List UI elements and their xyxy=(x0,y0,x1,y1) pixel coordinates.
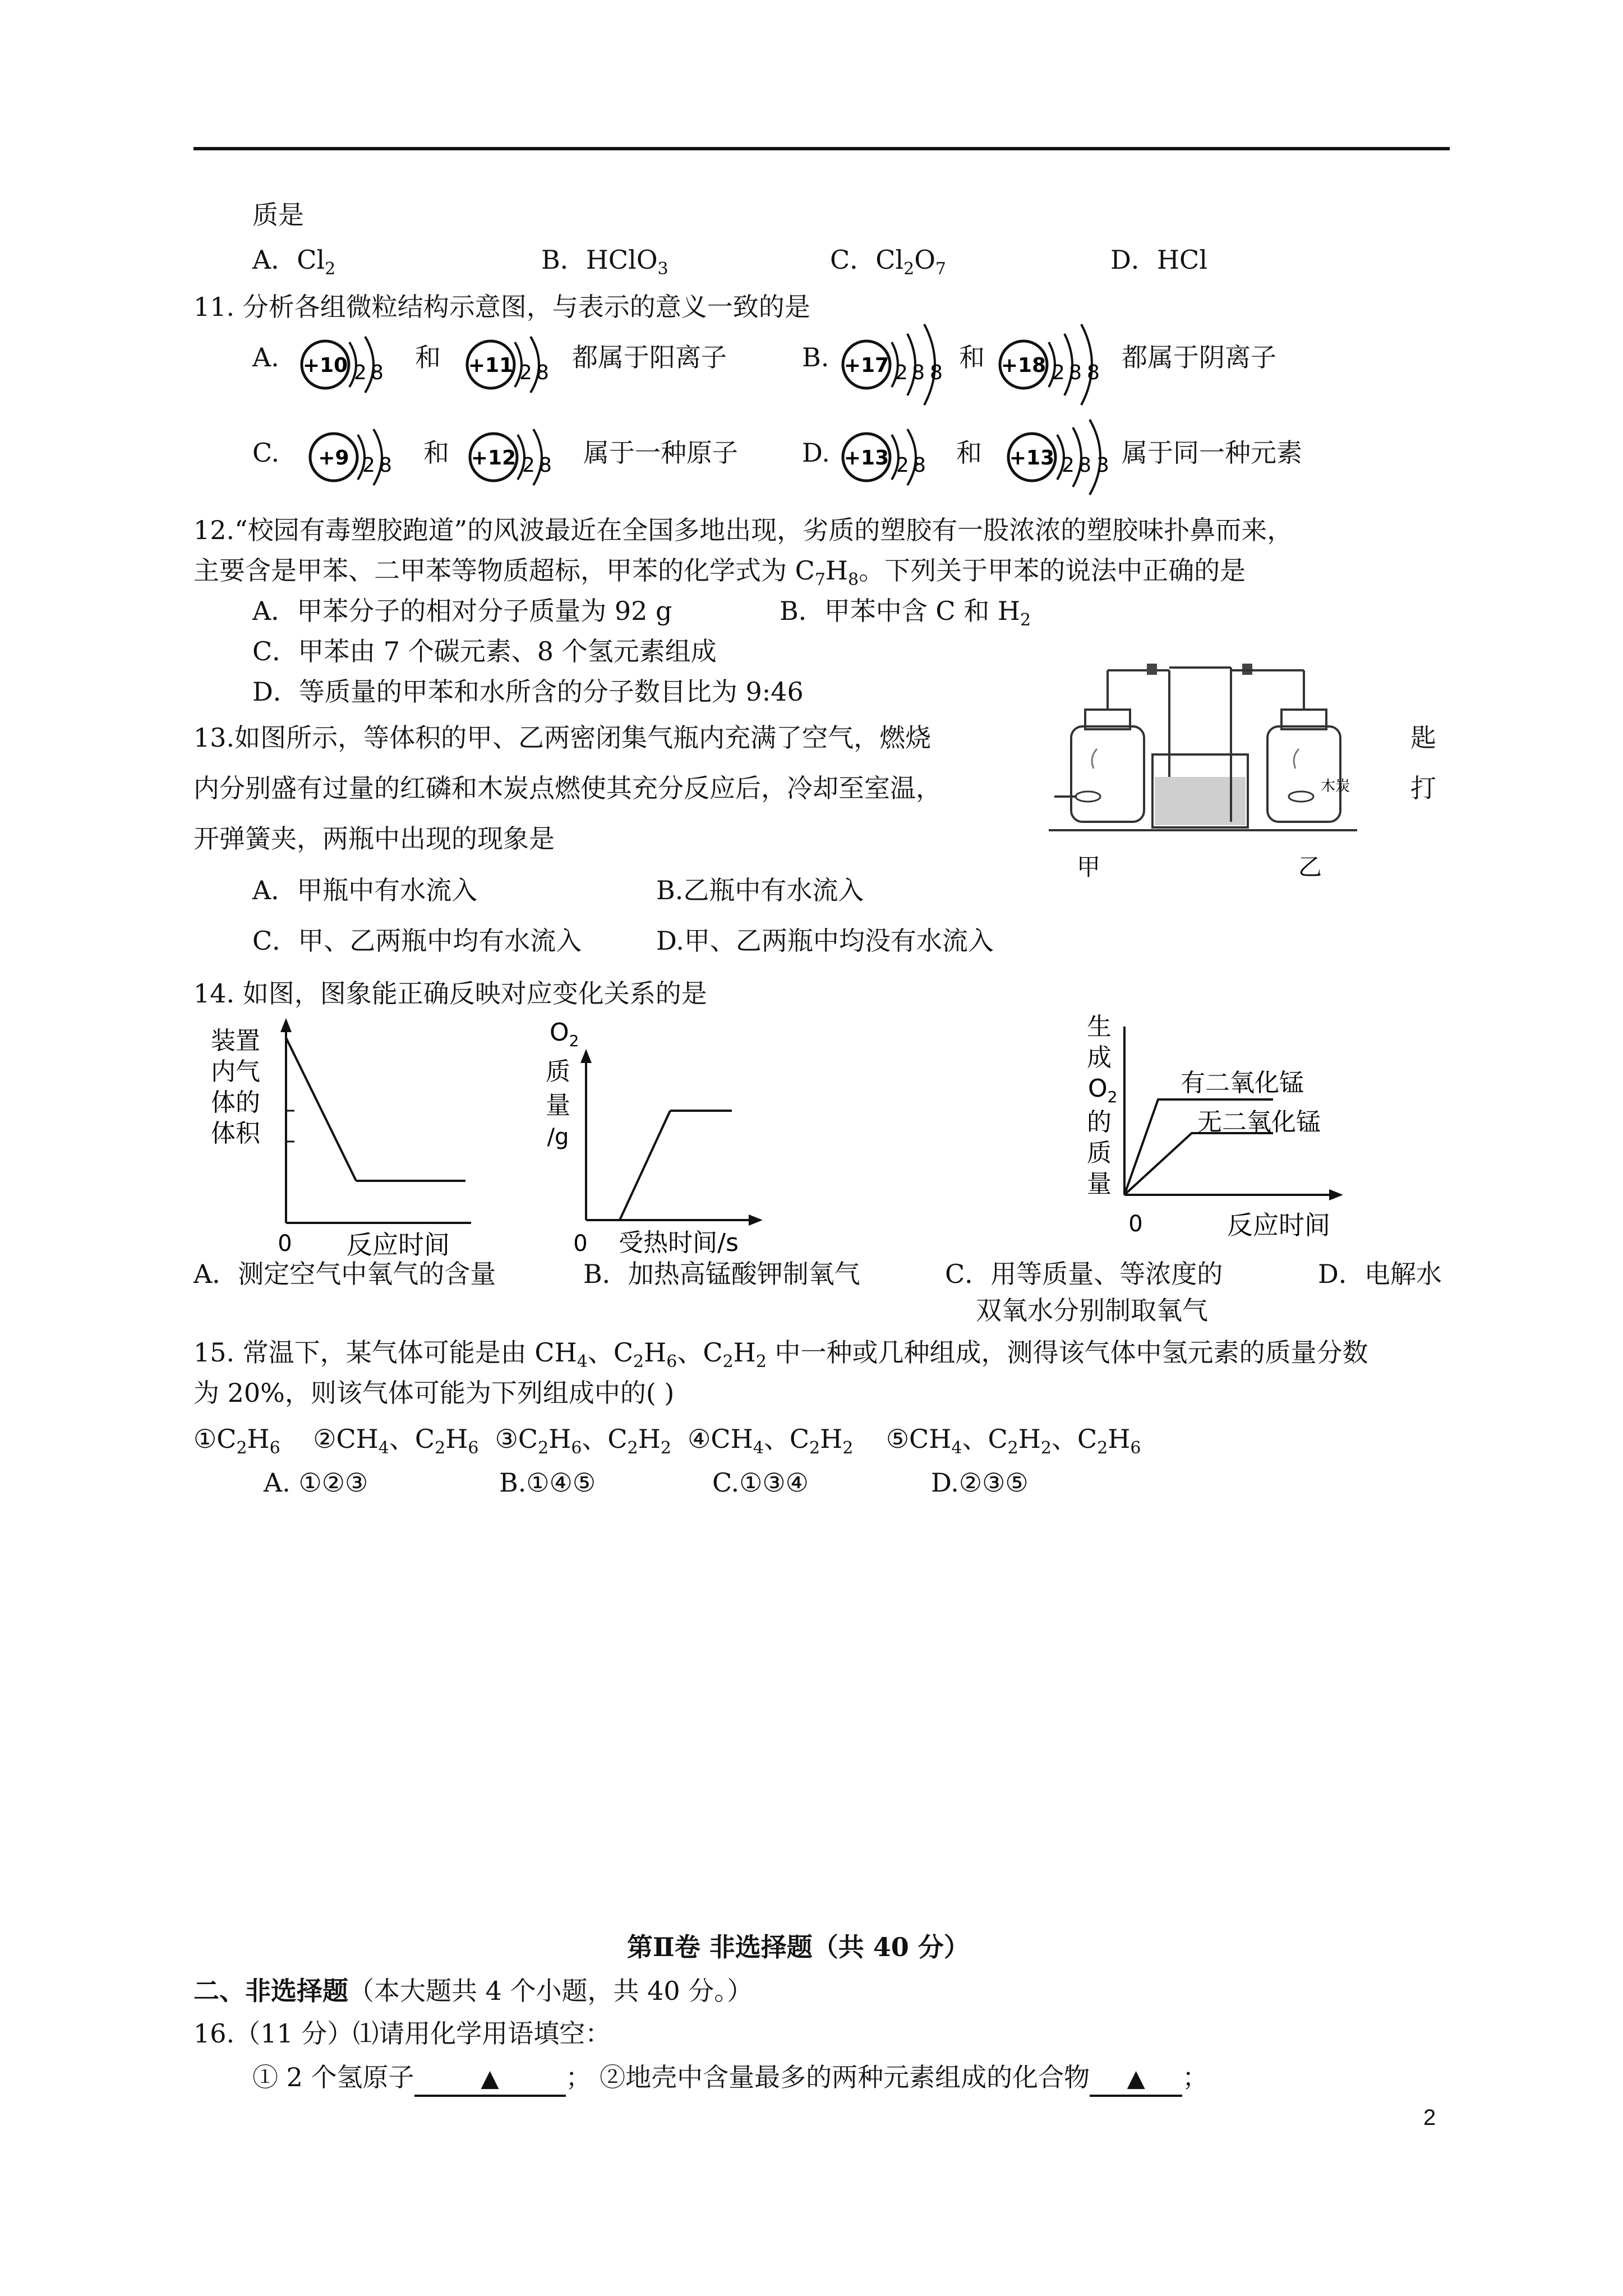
q11-b-atom2 xyxy=(993,314,1116,415)
q13-line3: 开弹簧夹，两瓶中出现的现象是 xyxy=(193,823,555,854)
curve-without-mno2 xyxy=(1124,1133,1273,1195)
q11-c-and: 和 xyxy=(423,438,449,468)
left-smoke xyxy=(1092,749,1097,769)
curve2-label: 无二氧化锰 xyxy=(1197,1108,1321,1137)
formula-text: 、C xyxy=(1051,1424,1098,1454)
ylabel-line: 的 xyxy=(1087,1108,1112,1137)
formula-text: H xyxy=(247,1424,270,1454)
q11-d-atom2 xyxy=(1001,409,1124,505)
formula-subscript: 2 xyxy=(809,1438,820,1458)
q12-stem-line2: 主要含是甲苯、二甲苯等物质超标，甲苯的化学式为 $C_7H_8$。下列关于甲苯的说法中正确的是 xyxy=(193,555,1246,590)
q11-a-atom1 xyxy=(294,325,395,404)
curve1-label: 有二氧化锰 xyxy=(1181,1069,1304,1097)
y-axis-arrow xyxy=(580,1049,592,1063)
q15-choices-line xyxy=(193,1421,1141,1460)
x-axis-arrow xyxy=(1329,1189,1343,1200)
q11-a-letter: A. xyxy=(252,342,279,372)
shell-count: 8 xyxy=(379,454,392,477)
formula-text: ①C xyxy=(193,1424,237,1454)
shell-count: 8 xyxy=(371,361,384,384)
q13-option-a: A．甲瓶中有水流入 xyxy=(252,875,478,905)
q11-a-text: 都属于阳离子 xyxy=(572,342,727,372)
right-smoke xyxy=(1294,749,1299,769)
q15-option-a: A. ①②③ xyxy=(264,1467,368,1498)
formula-text: H xyxy=(1018,1424,1041,1454)
q13-line2: 内分别盛有过量的红磷和木炭点燃使其充分反应后，冷却至室温， xyxy=(193,773,942,803)
q14-graph-c xyxy=(1082,1010,1396,1268)
q10-stem-tail: 质是 xyxy=(252,200,304,230)
q11-b-atom1 xyxy=(836,314,959,415)
answer-blank-2[interactable]: ▲ xyxy=(1090,2060,1182,2097)
q12-option-b: B．甲苯中含 C 和 $H_2$ xyxy=(780,596,1031,630)
shell-count: 8 xyxy=(1069,361,1082,384)
q12-option-c: C．甲苯由 7 个碳元素、8 个氢元素组成 xyxy=(252,636,717,666)
origin-label: 0 xyxy=(1128,1211,1143,1237)
formula-text: H xyxy=(548,1424,571,1454)
shell-count: 2 xyxy=(362,454,375,477)
ylabel-o2: $O_2$ xyxy=(1088,1074,1118,1106)
xlabel: 受热时间/s xyxy=(619,1228,739,1257)
ylabel-line: 装置 xyxy=(211,1027,260,1055)
formula-subscript: 4 xyxy=(951,1438,962,1458)
shell-count: 8 xyxy=(539,454,552,477)
header-rule xyxy=(193,147,1450,150)
q15-stem-line1: 15. 常温下，某气体可能是由 $CH_4$、$C_2H_6$、$C_2H_2$ 中一种或几种组成，测得该气体中氢元素的质量分数 xyxy=(193,1337,1368,1372)
ylabel-line: 生 xyxy=(1087,1013,1112,1041)
formula-text: H xyxy=(445,1424,468,1454)
q15-option-b: B.①④⑤ xyxy=(499,1467,596,1498)
shell-count: 2 xyxy=(896,454,909,477)
formula-subscript: 2 xyxy=(660,1438,671,1458)
q14-option-c-line2: 双氧水分别制取氧气 xyxy=(976,1295,1208,1326)
part2-section: 二、非选择题（本大题共 4 个小题，共 40 分。） xyxy=(193,1976,753,2006)
q13-line1: 13.如图所示，等体积的甲、乙两密闭集气瓶内充满了空气，燃烧 xyxy=(193,723,932,753)
formula-subscript: 6 xyxy=(571,1438,582,1458)
shell-count: 2 xyxy=(1062,454,1075,477)
formula-subscript: 2 xyxy=(435,1438,446,1458)
shell-count: 2 xyxy=(1052,361,1065,384)
q10-option-b: B．HClO$_3$ xyxy=(541,245,668,279)
shell-count: 2 xyxy=(522,454,535,477)
shell-count: 2 xyxy=(895,361,908,384)
q12-option-a: A．甲苯分子的相对分子质量为 92 g xyxy=(252,596,672,626)
answer-blank-1[interactable]: ▲ xyxy=(414,2060,566,2097)
nucleus-label: +12 xyxy=(471,447,517,470)
nucleus-label: +11 xyxy=(468,354,514,377)
q13-option-c: C．甲、乙两瓶中均有水流入 xyxy=(252,926,582,956)
nucleus-label: +9 xyxy=(318,447,349,470)
shell-count: 8 xyxy=(1078,454,1091,477)
ylabel-line: 体积 xyxy=(211,1119,260,1148)
formula-text: ②CH xyxy=(280,1424,379,1454)
q14-option-c-line1: C．用等质量、等浓度的 xyxy=(945,1259,1223,1289)
q14-option-b: B．加热高锰酸钾制氧气 xyxy=(583,1259,860,1289)
shell-count: 8 xyxy=(912,361,925,384)
q16-stem: 16.（11 分）⑴请用化学用语填空： xyxy=(193,2018,611,2049)
nucleus-label: +13 xyxy=(1009,447,1055,470)
q11-c-letter: C. xyxy=(252,438,280,468)
shell-count: 8 xyxy=(913,454,926,477)
ylabel-line: 内气 xyxy=(211,1057,260,1086)
shell-count: 2 xyxy=(519,361,532,384)
y-axis-arrow xyxy=(280,1018,292,1032)
charcoal-label: 木炭 xyxy=(1321,778,1350,795)
q14-stem: 14. 如图，图象能正确反映对应变化关系的是 xyxy=(193,978,707,1009)
q15-option-c: C.①③④ xyxy=(712,1467,809,1498)
formula-text: 、C xyxy=(763,1424,810,1454)
formula-text: 、C xyxy=(962,1424,1008,1454)
shell-count: 8 xyxy=(1087,361,1100,384)
x-axis-arrow xyxy=(749,1214,763,1226)
q11-c-text: 属于一种原子 xyxy=(583,438,738,468)
ylabel-line: 质 xyxy=(1087,1139,1112,1167)
formula-text: 、C xyxy=(389,1424,435,1454)
ylabel-line: 体的 xyxy=(211,1088,260,1117)
nucleus-label: +13 xyxy=(843,447,889,470)
formula-subscript: 2 xyxy=(627,1438,638,1458)
shell-count: 3 xyxy=(1096,454,1109,477)
formula-subscript: 4 xyxy=(378,1438,389,1458)
q11-b-text: 都属于阴离子 xyxy=(1122,342,1276,372)
formula-subscript: 2 xyxy=(236,1438,247,1458)
formula-text: H xyxy=(820,1424,843,1454)
ylabel-line: 质 xyxy=(546,1057,570,1086)
origin-label: 0 xyxy=(573,1231,588,1257)
xlabel: 反应时间 xyxy=(1227,1210,1330,1240)
q11-a-atom2 xyxy=(460,325,572,404)
formula-subscript: 2 xyxy=(842,1438,854,1458)
formula-text: H xyxy=(1108,1424,1131,1454)
nucleus-label: +17 xyxy=(843,354,889,377)
ylabel-line: 量 xyxy=(1087,1170,1112,1198)
formula-subscript: 2 xyxy=(1097,1438,1108,1458)
shell-count: 8 xyxy=(536,361,549,384)
xlabel: 反应时间 xyxy=(347,1230,450,1260)
formula-subscript: 6 xyxy=(269,1438,280,1458)
q10-option-c: C．$Cl_2O_7$ xyxy=(830,245,947,279)
formula-subscript: 4 xyxy=(753,1438,764,1458)
right-bottle xyxy=(1267,726,1340,822)
ylabel-line: 量 xyxy=(546,1091,570,1120)
curve-descending xyxy=(286,1038,356,1181)
q11-d-text: 属于同一种元素 xyxy=(1122,438,1302,468)
q14-graph-b xyxy=(533,1015,768,1262)
q14-option-d: D．电解水 xyxy=(1318,1259,1442,1289)
formula-subscript: 2 xyxy=(1040,1438,1052,1458)
formula-text: 、C xyxy=(582,1424,628,1454)
q11-b-and: 和 xyxy=(959,342,985,372)
q11-c-atom1 xyxy=(303,415,404,499)
q11-a-and: 和 xyxy=(415,342,441,372)
q13-option-d: D.甲、乙两瓶中均没有水流入 xyxy=(656,926,994,956)
ylabel-line: 成 xyxy=(1087,1043,1112,1072)
part2-title: 第Ⅱ卷 非选择题（共 40 分） xyxy=(627,1932,970,1962)
formula-text: H xyxy=(638,1424,661,1454)
origin-label: 0 xyxy=(278,1231,292,1257)
q13-line1-end: 匙 xyxy=(1410,723,1436,753)
formula-subscript: 2 xyxy=(538,1438,549,1458)
q13-line2-end: 打 xyxy=(1410,773,1436,803)
q11-b-letter: B. xyxy=(802,342,829,372)
q11-d-and: 和 xyxy=(956,438,982,468)
q13-apparatus-figure xyxy=(1032,654,1368,889)
nucleus-label: +10 xyxy=(302,354,348,377)
formula-text: ③C xyxy=(478,1424,538,1454)
curve-rise xyxy=(620,1111,670,1220)
q15-option-d: D.②③⑤ xyxy=(931,1467,1029,1498)
label-jia: 甲 xyxy=(1077,853,1101,881)
q13-option-b: B.乙瓶中有水流入 xyxy=(656,875,864,905)
ylabel-o2: $O_2$ xyxy=(550,1018,579,1050)
q10-option-a: A．$Cl_2$ xyxy=(252,245,336,279)
label-yi: 乙 xyxy=(1298,853,1322,881)
formula-subscript: 6 xyxy=(1130,1438,1141,1458)
left-bottle xyxy=(1071,726,1144,822)
q11-c-atom2 xyxy=(463,415,575,499)
ylabel-line: /g xyxy=(547,1124,569,1150)
shell-count: 2 xyxy=(354,361,367,384)
q15-stem-line2: 为 20%，则该气体可能为下列组成中的( ) xyxy=(193,1378,675,1408)
left-spoon xyxy=(1076,792,1100,802)
q12-option-d: D．等质量的甲苯和水所含的分子数目比为 9:46 xyxy=(252,677,804,707)
right-spoon xyxy=(1289,792,1313,802)
q12-stem-line1: 12.“校园有毒塑胶跑道”的风波最近在全国多地出现，劣质的塑胶有一股浓浓的塑胶味扑鼻而来， xyxy=(193,515,1293,545)
formula-subscript: 2 xyxy=(1007,1438,1018,1458)
formula-subscript: 6 xyxy=(468,1438,479,1458)
q14-graph-a xyxy=(202,1015,494,1262)
formula-text: ⑤CH xyxy=(853,1424,952,1454)
shell-count: 8 xyxy=(930,361,943,384)
q11-stem: 11. 分析各组微粒结构示意图，与表示的意义一致的是 xyxy=(193,292,810,322)
formula-text: ④CH xyxy=(671,1424,753,1454)
left-clamp xyxy=(1147,664,1157,675)
q14-option-a: A．测定空气中氧气的含量 xyxy=(193,1259,496,1289)
q16-line: ① 2 个氢原子 ▲ ； ②地壳中含量最多的两种元素组成的化合物 ▲ ； xyxy=(252,2060,1208,2097)
q11-d-letter: D. xyxy=(802,438,830,468)
q10-option-d: D．HCl xyxy=(1110,245,1207,275)
q11-d-atom1 xyxy=(836,415,948,499)
page-number: 2 xyxy=(1423,2105,1436,2130)
nucleus-label: +18 xyxy=(1000,354,1046,377)
